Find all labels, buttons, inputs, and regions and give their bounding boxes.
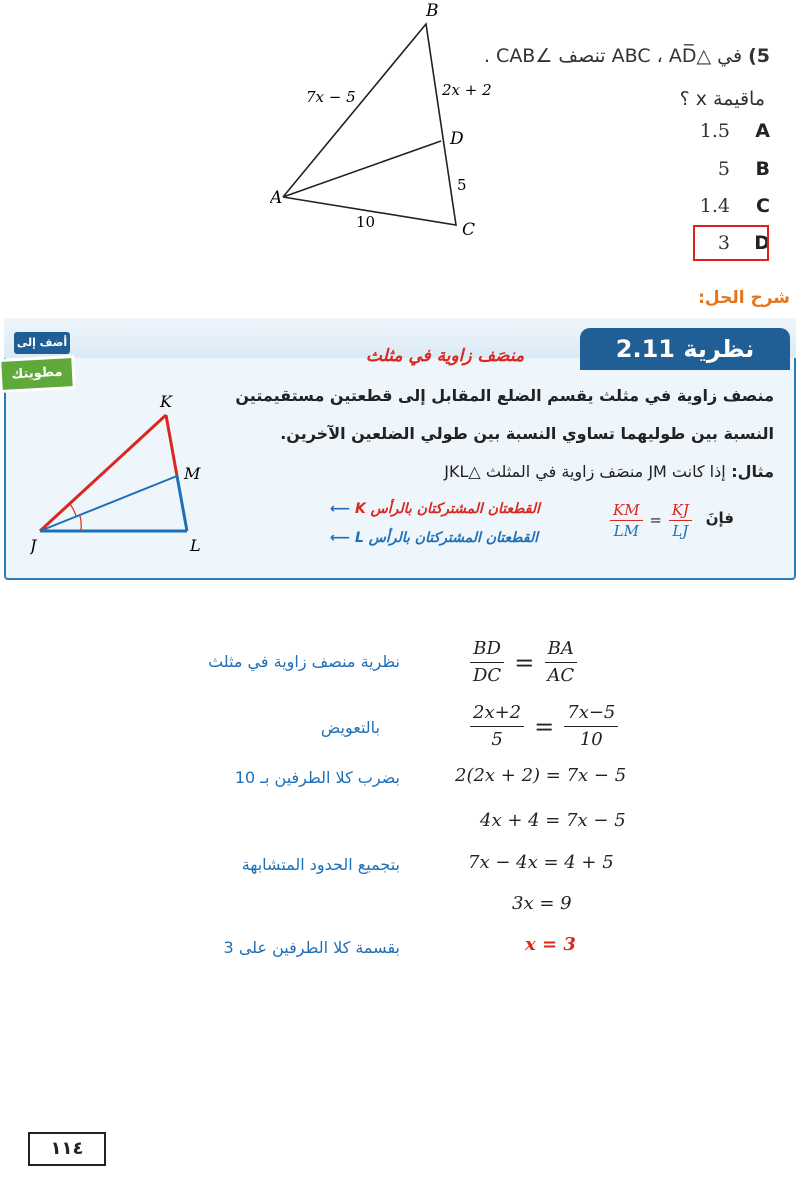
foldable-tag: مطويتك <box>1 358 72 390</box>
vertex-k-label: K <box>160 392 172 411</box>
choice-b[interactable] <box>670 158 770 186</box>
theorem-tab: نظرية 2.11 <box>580 328 790 370</box>
theorem-example <box>444 462 774 481</box>
step-2-equation: $\frac{2x+2}{5}$ = $\frac{7x-5}{10}$ <box>470 700 618 753</box>
vertex-c-label: C <box>462 220 476 240</box>
step-5-label: بتجميع الحدود المتشابهة <box>241 855 400 874</box>
step-3-equation: 2(2x + 2) = 7x − 5 <box>455 765 627 786</box>
side-bd-label: 2x + 2 <box>442 81 492 99</box>
note-k: القطعتان المشتركتان بالرأس K ⟵ <box>330 501 540 517</box>
choice-b-value: 5 <box>717 158 730 180</box>
question-prompt: ماقيمة x ؟ <box>679 88 765 110</box>
theorem-line-1: منصف زاوية في مثلث يقسم الضلع المقابل إلى قطعتين مستقيمتين <box>235 386 774 405</box>
triangle-jkl-diagram <box>30 385 230 555</box>
choice-a-value: 1.5 <box>699 120 730 142</box>
step-7-label: بقسمة كلا الطرفين على 3 <box>223 938 400 957</box>
side-ac-label: 10 <box>356 213 376 231</box>
ratio-km-lm: $\frac{KM}{LM}$ <box>610 500 643 541</box>
then-label: فإنَ <box>705 509 734 527</box>
example-label: مثال: <box>731 462 774 481</box>
choice-a[interactable] <box>670 120 770 148</box>
step-1-equation: $\frac{BD}{DC}$ = $\frac{BA}{AC}$ <box>470 636 577 689</box>
correct-answer-highlight <box>693 225 769 261</box>
choice-b-letter: B <box>755 158 770 180</box>
theorem-line-2: النسبة بين طوليهما تساوي النسبة بين طولي الضلعين الآخرين. <box>280 424 774 443</box>
step-4-equation: 4x + 4 = 7x − 5 <box>480 810 626 831</box>
vertex-m-label: M <box>184 464 201 483</box>
question-number: 5) <box>748 45 770 67</box>
question-statement <box>484 45 770 67</box>
step-6-equation: 3x = 9 <box>512 893 572 914</box>
ratio-kj-lj: $\frac{KJ}{LJ}$ <box>669 500 692 541</box>
choice-d-value: 3 <box>717 232 730 254</box>
choice-c-value: 1.4 <box>699 195 730 217</box>
question-text: في △ABC ، AD̅ تنصف ∠CAB . <box>483 45 743 67</box>
vertex-d-label: D <box>450 129 464 149</box>
side-ab-label: 7x − 5 <box>306 88 356 106</box>
vertex-l-label: L <box>190 536 201 555</box>
theorem-ratio: $\frac{KM}{LM}$ = $\frac{KJ}{LJ}$ <box>610 500 692 541</box>
step-1-label: نظرية منصف زاوية في مثلث <box>208 652 400 671</box>
vertex-j-label: J <box>30 536 37 555</box>
choice-d-letter: D <box>754 232 770 254</box>
step-2-label: بالتعويض <box>320 718 380 737</box>
page-number: ١١٤ <box>28 1132 106 1166</box>
choice-a-letter: A <box>755 120 770 142</box>
add-to-label: أضف إلى <box>14 332 70 354</box>
step-5-equation: 7x − 4x = 4 + 5 <box>468 852 614 873</box>
note-l: القطعتان المشتركتان بالرأس L ⟵ <box>330 530 538 546</box>
example-text: إذا كانت JM منصَف زاوية في المثلث △JKL <box>444 462 726 481</box>
step-3-label: بضرب كلا الطرفين بـ 10 <box>234 768 400 787</box>
solution-heading: شرح الحل: <box>698 288 790 308</box>
vertex-a-label: A <box>270 188 283 208</box>
choice-c[interactable] <box>670 195 770 223</box>
triangle-abc-diagram <box>270 0 510 245</box>
final-answer-equation: x = 3 <box>525 934 576 955</box>
theorem-title: منصَف زاوية في مثلث <box>365 346 525 366</box>
choice-c-letter: C <box>756 195 770 217</box>
vertex-b-label: B <box>426 1 439 21</box>
side-dc-label: 5 <box>457 176 467 194</box>
